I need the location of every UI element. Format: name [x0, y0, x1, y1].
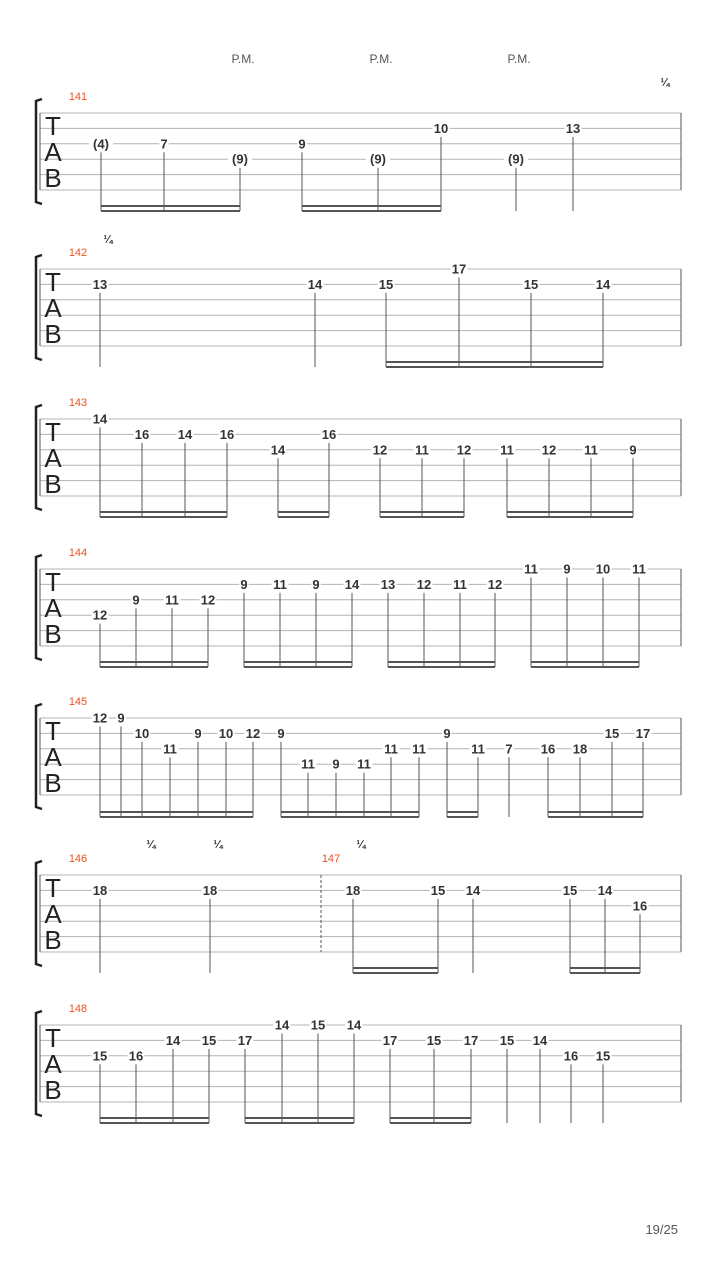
fret-number: 14 — [177, 426, 193, 442]
bend-label: ¼ — [103, 234, 113, 246]
fret-number: 9 — [194, 725, 202, 741]
system-bracket — [36, 99, 42, 204]
measure-number: 143 — [68, 397, 88, 409]
fret-number: 17 — [382, 1032, 398, 1048]
tab-clef-letter: A — [44, 137, 62, 167]
tab-clef-letter: B — [44, 163, 62, 193]
tab-clef-letter: A — [44, 899, 62, 929]
measure-number: 141 — [68, 91, 88, 103]
fret-number: 9 — [312, 576, 320, 592]
fret-number: 15 — [595, 1048, 611, 1064]
fret-number: 12 — [487, 576, 503, 592]
fret-number: 9 — [443, 725, 451, 741]
system-bracket — [36, 405, 42, 510]
fret-number: 13 — [92, 276, 108, 292]
fret-number: 14 — [274, 1017, 290, 1033]
fret-number: 18 — [92, 882, 108, 898]
fret-number: 14 — [344, 576, 360, 592]
tab-clef-letter: B — [44, 768, 62, 798]
fret-number: 11 — [471, 741, 485, 757]
fret-number: 15 — [430, 882, 446, 898]
fret-number: 18 — [572, 741, 588, 757]
tab-clef-letter: B — [44, 925, 62, 955]
fret-number: 16 — [134, 426, 150, 442]
fret-number: 15 — [499, 1032, 515, 1048]
fret-number: 14 — [465, 882, 481, 898]
tab-clef-letter: T — [45, 267, 61, 297]
measure-number: 148 — [68, 1003, 88, 1015]
fret-number: 11 — [273, 576, 287, 592]
fret-number: (4) — [93, 136, 109, 152]
fret-number: 10 — [134, 725, 150, 741]
fret-number: 13 — [565, 120, 581, 136]
bend-label: ¼ — [146, 839, 156, 851]
system-bracket — [36, 255, 42, 360]
fret-number: 14 — [595, 276, 611, 292]
tab-clef-letter: A — [44, 1049, 62, 1079]
measure-number: 147 — [321, 853, 341, 865]
fret-number: 12 — [92, 710, 108, 726]
fret-number: 16 — [128, 1048, 144, 1064]
fret-number: 11 — [163, 741, 177, 757]
bend-label: ¼ — [213, 839, 223, 851]
tab-clef-letter: B — [44, 469, 62, 499]
fret-number: 11 — [165, 592, 179, 608]
fret-number: 14 — [270, 442, 286, 458]
fret-number: 9 — [240, 576, 248, 592]
fret-number: 14 — [346, 1017, 362, 1033]
fret-number: 11 — [632, 561, 646, 577]
page-number: 19/25 — [645, 1222, 678, 1237]
fret-number: 16 — [219, 426, 235, 442]
fret-number: 16 — [321, 426, 337, 442]
fret-number: 12 — [416, 576, 432, 592]
fret-number: (9) — [232, 151, 248, 167]
fret-number: 16 — [632, 898, 648, 914]
fret-number: 10 — [433, 120, 449, 136]
fret-number: 12 — [541, 442, 557, 458]
fret-number: 15 — [310, 1017, 326, 1033]
fret-number: 12 — [372, 442, 388, 458]
fret-number: 17 — [451, 261, 467, 277]
measure-number: 142 — [68, 247, 88, 259]
fret-number: 14 — [307, 276, 323, 292]
measure-number: 144 — [68, 547, 88, 559]
bend-label: ¼ — [356, 839, 366, 851]
fret-number: 17 — [237, 1032, 253, 1048]
system-bracket — [36, 861, 42, 966]
fret-number: 11 — [584, 442, 598, 458]
palm-mute-label: P.M. — [231, 52, 255, 66]
system-bracket — [36, 555, 42, 660]
bend-label: ¼ — [660, 77, 670, 89]
fret-number: 15 — [201, 1032, 217, 1048]
measure-number: 146 — [68, 853, 88, 865]
fret-number: 11 — [301, 756, 315, 772]
fret-number: 10 — [595, 561, 611, 577]
fret-number: 11 — [415, 442, 429, 458]
tab-clef-letter: T — [45, 111, 61, 141]
tab-clef-letter: A — [44, 593, 62, 623]
fret-number: 14 — [532, 1032, 548, 1048]
fret-number: 9 — [117, 710, 125, 726]
fret-number: 7 — [160, 136, 168, 152]
fret-number: 15 — [378, 276, 394, 292]
tab-clef-letter: B — [44, 619, 62, 649]
measure-number: 145 — [68, 696, 88, 708]
fret-number: 15 — [92, 1048, 108, 1064]
fret-number: 15 — [562, 882, 578, 898]
fret-number: 9 — [563, 561, 571, 577]
fret-number: 16 — [563, 1048, 579, 1064]
fret-number: 11 — [384, 741, 398, 757]
tab-clef-letter: T — [45, 1023, 61, 1053]
fret-number: 15 — [604, 725, 620, 741]
tab-clef-letter: T — [45, 716, 61, 746]
fret-number: 17 — [635, 725, 651, 741]
fret-number: (9) — [370, 151, 386, 167]
fret-number: 15 — [523, 276, 539, 292]
fret-number: 10 — [218, 725, 234, 741]
fret-number: 12 — [456, 442, 472, 458]
fret-number: 11 — [500, 442, 514, 458]
fret-number: (9) — [508, 151, 524, 167]
tab-clef-letter: T — [45, 567, 61, 597]
tab-clef-letter: T — [45, 417, 61, 447]
fret-number: 12 — [200, 592, 216, 608]
tab-clef-letter: B — [44, 319, 62, 349]
system-bracket — [36, 704, 42, 809]
fret-number: 7 — [505, 741, 513, 757]
palm-mute-label: P.M. — [507, 52, 531, 66]
palm-mute-label: P.M. — [369, 52, 393, 66]
fret-number: 11 — [412, 741, 426, 757]
tab-clef-letter: A — [44, 742, 62, 772]
system-bracket — [36, 1011, 42, 1116]
fret-number: 9 — [277, 725, 285, 741]
fret-number: 13 — [380, 576, 396, 592]
fret-number: 11 — [524, 561, 538, 577]
fret-number: 9 — [132, 592, 140, 608]
tab-clef-letter: T — [45, 873, 61, 903]
fret-number: 18 — [202, 882, 218, 898]
fret-number: 14 — [165, 1032, 181, 1048]
fret-number: 15 — [426, 1032, 442, 1048]
fret-number: 9 — [298, 136, 306, 152]
fret-number: 16 — [540, 741, 556, 757]
fret-number: 18 — [345, 882, 361, 898]
fret-number: 14 — [597, 882, 613, 898]
fret-number: 12 — [245, 725, 261, 741]
tab-clef-letter: A — [44, 443, 62, 473]
tab-clef-letter: B — [44, 1075, 62, 1105]
tab-clef-letter: A — [44, 293, 62, 323]
fret-number: 9 — [629, 442, 637, 458]
fret-number: 12 — [92, 607, 108, 623]
fret-number: 9 — [332, 756, 340, 772]
fret-number: 17 — [463, 1032, 479, 1048]
fret-number: 11 — [453, 576, 467, 592]
fret-number: 14 — [92, 411, 108, 427]
fret-number: 11 — [357, 756, 371, 772]
